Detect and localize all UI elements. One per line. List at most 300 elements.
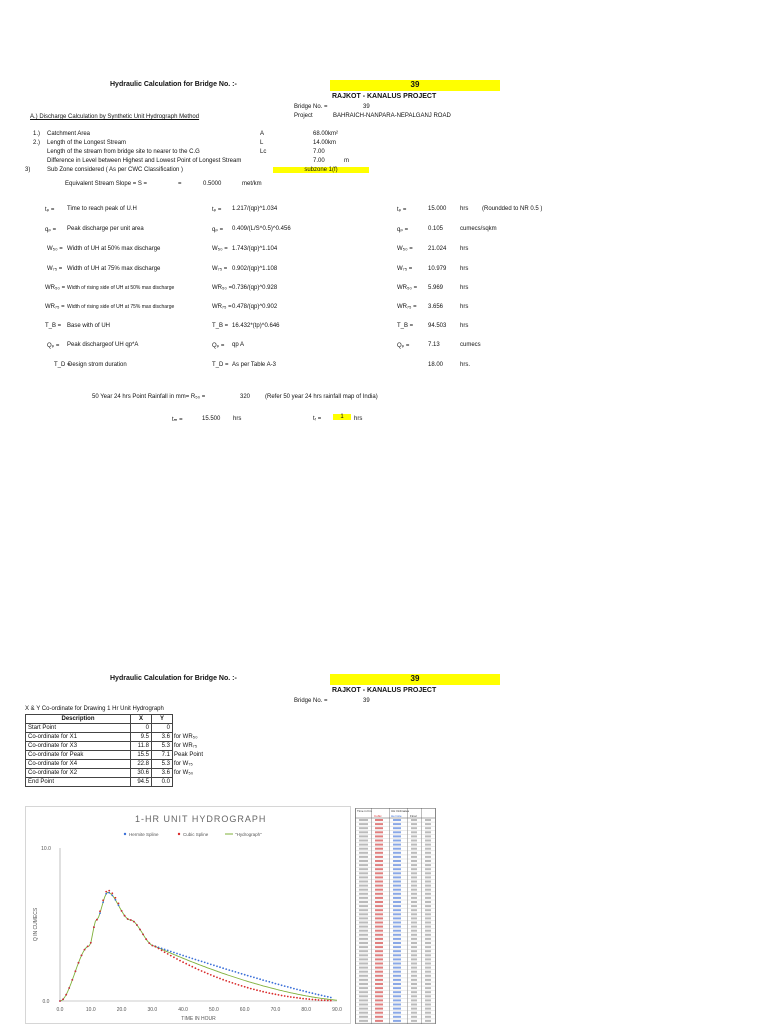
side-cell-mark: [359, 840, 368, 842]
side-cell-mark: [375, 991, 383, 993]
cubic-point: [139, 929, 141, 931]
side-cell-mark: [393, 934, 401, 936]
side-cell-mark: [375, 1020, 383, 1022]
side-cell-mark: [359, 995, 368, 997]
side-cell-mark: [393, 926, 401, 928]
side-cell-mark: [393, 889, 401, 891]
param-symbol: W₅₀ =: [47, 246, 63, 252]
param-description: Design strom duration: [68, 362, 127, 368]
side-cell-mark: [425, 905, 431, 907]
side-cell-mark: [425, 1020, 431, 1022]
cubic-point: [293, 997, 295, 999]
cubic-point: [308, 998, 310, 1000]
col-description: Description: [26, 715, 131, 724]
side-cell-mark: [375, 909, 383, 911]
side-cell-mark: [359, 823, 368, 825]
param-symbol: WR₅₀ =: [45, 285, 66, 291]
side-cell-mark: [359, 917, 368, 919]
side-cell-mark: [375, 958, 383, 960]
side-cell-mark: [393, 1020, 401, 1022]
side-cell-mark: [359, 1012, 368, 1014]
x-tick-label: 10.0: [85, 1007, 96, 1013]
param-formula: 1.217/(qp)^1.034: [232, 206, 278, 212]
cubic-point: [115, 897, 117, 899]
side-cell-mark: [393, 922, 401, 924]
hermite-point: [293, 988, 295, 990]
hermite-point: [241, 973, 243, 975]
cubic-point: [191, 966, 193, 968]
cubic-point: [330, 1000, 332, 1002]
cubic-point: [256, 989, 258, 991]
side-cell-mark: [393, 971, 401, 973]
side-cell-mark: [425, 819, 431, 821]
cubic-point: [268, 992, 270, 994]
cell-y: 7.1: [152, 751, 173, 760]
side-cell-mark: [393, 885, 401, 887]
side-cell-mark: [425, 1008, 431, 1010]
page1-bridge-no-highlight: [330, 80, 500, 91]
param-unit: hrs: [460, 206, 469, 212]
side-cell-mark: [375, 848, 383, 850]
cubic-point: [93, 926, 95, 928]
item-value: 68.00: [313, 131, 329, 137]
cubic-point: [312, 999, 314, 1001]
param-value: 18.00: [428, 362, 444, 368]
side-cell-mark: [411, 926, 417, 928]
item-text: Length of the Longest Stream: [47, 140, 127, 146]
cell-note: for W₇₅: [174, 761, 193, 767]
item-text: Sub Zone considered ( As per CWC Classification ): [47, 167, 184, 173]
side-cell-mark: [359, 864, 368, 866]
side-cell-mark: [393, 823, 401, 825]
side-cell-mark: [393, 975, 401, 977]
side-cell-mark: [411, 827, 417, 829]
side-cell-mark: [375, 840, 383, 842]
cell-note: for WR₇₅: [174, 743, 198, 749]
side-cell-mark: [425, 958, 431, 960]
hermite-point: [302, 990, 304, 992]
side-cell-mark: [411, 922, 417, 924]
side-cell-mark: [375, 995, 383, 997]
param-unit: hrs: [460, 285, 469, 291]
side-cell-mark: [411, 819, 417, 821]
side-cell-mark: [375, 942, 383, 944]
side-cell-mark: [375, 922, 383, 924]
x-axis-label: TIME IN HOUR: [181, 1016, 216, 1022]
x-tick-label: 60.0: [239, 1007, 250, 1013]
side-cell-mark: [375, 881, 383, 883]
side-cell-mark: [393, 893, 401, 895]
side-cell-mark: [375, 963, 383, 965]
side-cell-mark: [425, 922, 431, 924]
param-formula: 0.902/(qp)^1.108: [232, 266, 278, 272]
x-tick-label: 30.0: [147, 1007, 158, 1013]
cubic-point: [155, 946, 157, 948]
cell-note: Peak Point: [174, 752, 204, 758]
side-cell-mark: [425, 840, 431, 842]
item-number: 1.): [33, 131, 41, 137]
cell-desc: End Point: [26, 778, 131, 787]
side-cell-mark: [359, 954, 368, 956]
cubic-point: [321, 999, 323, 1001]
param-formula: 0.736/(qp)^0.928: [232, 285, 278, 291]
side-cell-mark: [425, 844, 431, 846]
x-tick-label: 20.0: [116, 1007, 127, 1013]
y-axis-label: Q IN CUMECS: [33, 907, 39, 942]
hermite-point: [321, 995, 323, 997]
cubic-point: [176, 958, 178, 960]
hermite-point: [161, 948, 163, 950]
cell-desc: Co-ordinate for X3: [26, 742, 131, 751]
formula-symbol: W₅₀ =: [212, 246, 228, 252]
hermite-point: [253, 977, 255, 979]
tm-value: 15.500: [202, 416, 221, 422]
slope-eq: =: [178, 181, 182, 187]
hermite-point: [318, 994, 320, 996]
cubic-point: [142, 934, 144, 936]
cubic-point: [287, 996, 289, 998]
side-cell-mark: [375, 827, 383, 829]
side-cell-mark: [411, 868, 417, 870]
side-cell-mark: [359, 913, 368, 915]
side-cell-mark: [411, 860, 417, 862]
side-cell-mark: [375, 999, 383, 1001]
cubic-point: [284, 995, 286, 997]
hermite-point: [259, 978, 261, 980]
cell-x: 11.8: [131, 742, 152, 751]
side-cell-mark: [359, 831, 368, 833]
cell-desc: Co-ordinate for X2: [26, 769, 131, 778]
table-row: [26, 742, 206, 751]
y-tick-label: 0.0: [42, 999, 50, 1005]
hermite-point: [278, 984, 280, 986]
side-cell-mark: [425, 901, 431, 903]
cell-x: 0: [131, 724, 152, 733]
hermite-point: [201, 961, 203, 963]
item-text: Difference in Level between Highest and Lowest Point of Longest Stream: [47, 158, 242, 164]
cubic-point: [238, 984, 240, 986]
param-formula: 1.743/(qp)^1.104: [232, 246, 278, 252]
table-row: [26, 733, 206, 742]
page1-project-title: RAJKOT - KANALUS PROJECT: [332, 93, 437, 100]
cubic-point: [108, 890, 110, 892]
cubic-point: [278, 994, 280, 996]
side-cell-mark: [375, 1004, 383, 1006]
cubic-point: [84, 949, 86, 951]
side-cell-mark: [411, 909, 417, 911]
side-cell-mark: [425, 1004, 431, 1006]
cubic-point: [111, 892, 113, 894]
side-cell-mark: [393, 840, 401, 842]
coordinate-table: [25, 714, 206, 787]
param-symbol: T_B =: [45, 323, 62, 329]
side-cell-mark: [393, 950, 401, 952]
cubic-point: [253, 989, 255, 991]
side-cell-mark: [375, 823, 383, 825]
side-cell-mark: [425, 954, 431, 956]
side-cell-mark: [375, 934, 383, 936]
subzone-value: subzone 1(f): [273, 167, 369, 173]
side-cell-mark: [425, 823, 431, 825]
param-value: 15.000: [428, 206, 447, 212]
side-cell-mark: [359, 909, 368, 911]
table-row: [26, 760, 206, 769]
side-cell-mark: [359, 991, 368, 993]
side-cell-mark: [393, 917, 401, 919]
side-cell-mark: [393, 909, 401, 911]
side-cell-mark: [411, 848, 417, 850]
hermite-point: [99, 912, 101, 914]
hermite-point: [108, 892, 110, 894]
cubic-point: [99, 910, 101, 912]
cubic-point: [78, 962, 80, 964]
side-cell-mark: [411, 946, 417, 948]
side-cell-mark: [375, 917, 383, 919]
result-symbol: tₚ =: [397, 207, 407, 213]
hermite-point: [308, 992, 310, 994]
side-cell-mark: [411, 983, 417, 985]
side-cell-mark: [411, 905, 417, 907]
hermite-point: [281, 984, 283, 986]
side-cell-mark: [393, 967, 401, 969]
side-cell-mark: [359, 922, 368, 924]
side-cell-mark: [359, 835, 368, 837]
hermite-point: [265, 980, 267, 982]
side-cell-mark: [425, 967, 431, 969]
hermite-point: [275, 983, 277, 985]
unit-hydrograph-chart: [25, 806, 351, 1024]
side-header-time: Time in hrs: [357, 809, 372, 813]
side-cell-mark: [393, 897, 401, 899]
side-cell-mark: [375, 1016, 383, 1018]
side-cell-mark: [359, 856, 368, 858]
side-cell-mark: [359, 905, 368, 907]
side-cell-mark: [359, 868, 368, 870]
slope-value: 0.5000: [203, 181, 222, 187]
side-cell-mark: [359, 872, 368, 874]
side-cell-mark: [425, 983, 431, 985]
side-cell-mark: [425, 999, 431, 1001]
cubic-point: [198, 969, 200, 971]
cell-note: for W₅₀: [174, 770, 194, 776]
item-number: 3): [25, 167, 31, 173]
side-cell-mark: [393, 913, 401, 915]
side-cell-mark: [411, 963, 417, 965]
cubic-point: [272, 993, 274, 995]
hermite-point: [198, 960, 200, 962]
side-cell-mark: [375, 856, 383, 858]
side-cell-mark: [375, 872, 383, 874]
side-cell-mark: [425, 942, 431, 944]
side-cell-mark: [411, 823, 417, 825]
side-cell-mark: [411, 967, 417, 969]
side-cell-mark: [411, 975, 417, 977]
side-cell-mark: [359, 897, 368, 899]
hermite-point: [256, 977, 258, 979]
cubic-point: [130, 919, 132, 921]
side-cell-mark: [359, 885, 368, 887]
side-cell-mark: [393, 860, 401, 862]
side-cell-mark: [425, 868, 431, 870]
cubic-point: [327, 1000, 329, 1002]
side-cell-mark: [411, 971, 417, 973]
side-cell-mark: [393, 901, 401, 903]
side-cell-mark: [375, 975, 383, 977]
param-formula: 16.432*(tp)^0.646: [232, 323, 280, 329]
side-cell-mark: [393, 1004, 401, 1006]
cubic-point: [318, 999, 320, 1001]
side-cell-mark: [425, 979, 431, 981]
hermite-point: [299, 989, 301, 991]
cubic-point: [315, 999, 317, 1001]
side-cell-mark: [359, 942, 368, 944]
item-symbol: L: [260, 140, 264, 146]
side-cell-mark: [425, 963, 431, 965]
formula-symbol: WR₅₀ =: [212, 285, 233, 291]
side-cell-mark: [375, 926, 383, 928]
page2-project-title: RAJKOT - KANALUS PROJECT: [332, 687, 437, 694]
side-cell-mark: [411, 917, 417, 919]
cubic-point: [124, 915, 126, 917]
param-description: Peak discharge per unit area: [67, 226, 144, 232]
table-row: [26, 751, 206, 760]
cell-note: [173, 778, 206, 787]
param-symbol: T_D =: [54, 362, 71, 368]
result-symbol: Qₚ =: [397, 343, 410, 349]
legend-label: Cubic Spline: [183, 832, 209, 837]
x-tick-label: 90.0: [332, 1007, 342, 1013]
cubic-point: [148, 942, 150, 944]
side-cell-mark: [411, 852, 417, 854]
cubic-point: [96, 919, 98, 921]
hermite-point: [188, 957, 190, 959]
cubic-point: [305, 998, 307, 1000]
table-header-row: [26, 715, 206, 724]
cell-y: 3.6: [152, 769, 173, 778]
side-cell-mark: [393, 1016, 401, 1018]
side-cell-mark: [393, 983, 401, 985]
hermite-point: [290, 987, 292, 989]
cell-y: 0: [152, 724, 173, 733]
side-cell-mark: [375, 971, 383, 973]
item-unit: km: [328, 140, 336, 146]
param-unit: hrs: [460, 304, 469, 310]
item-value: 14.00: [313, 140, 329, 146]
page2-bridge-no-highlight: [330, 674, 500, 685]
side-cell-mark: [359, 844, 368, 846]
hermite-point: [182, 955, 184, 957]
side-cell-mark: [411, 831, 417, 833]
side-cell-mark: [375, 967, 383, 969]
side-cell-mark: [393, 819, 401, 821]
side-cell-mark: [359, 860, 368, 862]
side-cell-mark: [359, 1016, 368, 1018]
side-cell-mark: [393, 831, 401, 833]
result-symbol: W₅₀ =: [397, 246, 413, 252]
side-cell-mark: [359, 950, 368, 952]
side-cell-mark: [393, 905, 401, 907]
chart-border: [26, 807, 351, 1024]
side-cell-mark: [375, 831, 383, 833]
bridge-no-value: 39: [363, 104, 370, 110]
side-cell-mark: [375, 876, 383, 878]
side-cell-mark: [375, 987, 383, 989]
hermite-point: [164, 949, 166, 951]
side-cell-mark: [425, 897, 431, 899]
result-symbol: WR₅₀ =: [397, 285, 418, 291]
side-cell-mark: [411, 1012, 417, 1014]
side-cell-mark: [375, 897, 383, 899]
side-header-uh: UH Ordinates: [391, 809, 410, 813]
side-cell-mark: [359, 967, 368, 969]
side-cell-mark: [411, 835, 417, 837]
side-header-final: Final: [410, 814, 417, 818]
cubic-point: [281, 995, 283, 997]
side-cell-mark: [425, 930, 431, 932]
param-value: 21.024: [428, 246, 447, 252]
side-cell-mark: [375, 954, 383, 956]
side-cell-mark: [375, 905, 383, 907]
side-cell-mark: [359, 926, 368, 928]
side-cell-mark: [393, 1008, 401, 1010]
cubic-point: [210, 974, 212, 976]
chart-title: 1-HR UNIT HYDROGRAPH: [135, 814, 267, 824]
hermite-point: [176, 953, 178, 955]
side-cell-mark: [411, 958, 417, 960]
item-value: 7.00: [313, 149, 325, 155]
side-cell-mark: [425, 864, 431, 866]
formula-symbol: qₚ =: [212, 227, 224, 233]
side-cell-mark: [359, 946, 368, 948]
uh-ordinate-table: [355, 808, 445, 1024]
side-cell-mark: [411, 840, 417, 842]
param-formula: 0.478/(qp)^0.902: [232, 304, 278, 310]
formula-symbol: WR₇₅ =: [212, 304, 232, 310]
tr-label: tᵣ =: [313, 416, 322, 422]
side-cell-mark: [393, 963, 401, 965]
cubic-point: [299, 997, 301, 999]
side-cell-mark: [411, 987, 417, 989]
cubic-point: [244, 986, 246, 988]
x-tick-label: 50.0: [209, 1007, 219, 1013]
side-cell-mark: [393, 868, 401, 870]
side-cell-mark: [411, 1004, 417, 1006]
side-cell-mark: [393, 844, 401, 846]
param-note: (Roundded to NR 0.5 ): [482, 206, 543, 212]
side-cell-mark: [411, 950, 417, 952]
item-symbol: A: [260, 131, 265, 137]
side-cell-mark: [411, 1016, 417, 1018]
side-cell-mark: [425, 995, 431, 997]
hermite-point: [219, 966, 221, 968]
hermite-point: [118, 904, 120, 906]
side-cell-mark: [359, 938, 368, 940]
side-cell-mark: [375, 979, 383, 981]
cubic-point: [265, 992, 267, 994]
rainfall-value: 320: [240, 394, 251, 400]
side-cell-mark: [375, 983, 383, 985]
side-cell-mark: [393, 954, 401, 956]
hermite-point: [225, 968, 227, 970]
side-cell-mark: [393, 872, 401, 874]
side-cell-mark: [393, 958, 401, 960]
side-cell-mark: [359, 819, 368, 821]
legend-label: Hermite Spline: [129, 832, 159, 837]
hermite-point: [284, 985, 286, 987]
cubic-point: [188, 964, 190, 966]
item-text: Length of the stream from bridge site to nearer to the C.G: [47, 149, 200, 155]
param-formula: qp A: [232, 342, 245, 348]
